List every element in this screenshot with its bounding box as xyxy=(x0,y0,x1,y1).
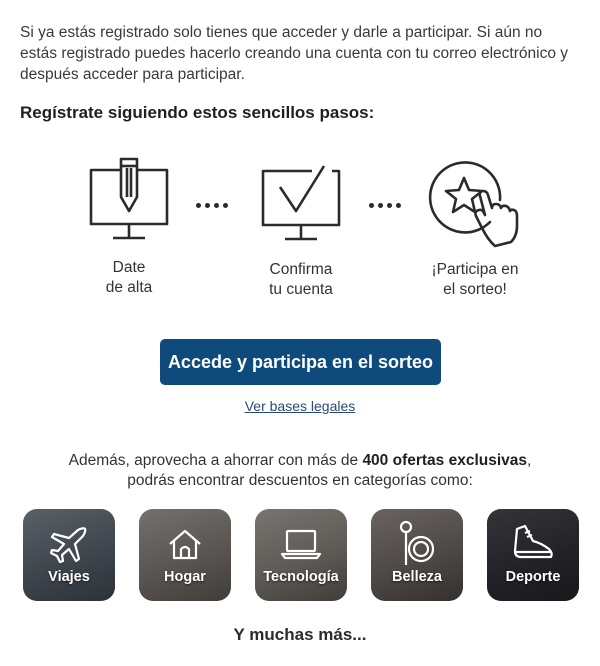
intro-text: Si ya estás registrado solo tienes que acceder y darle a participar. Si aún no estás registrado puedes hacerlo creando una cuenta con tu correo electrónico y después acceder para participar. xyxy=(20,24,569,83)
monitor-check-icon xyxy=(260,163,342,243)
category-home[interactable]: Hogar xyxy=(139,509,231,601)
category-sport[interactable]: Deporte xyxy=(487,509,579,601)
category-technology[interactable]: Tecnología xyxy=(255,509,347,601)
legal-bases-link[interactable]: Ver bases legales xyxy=(244,398,356,414)
step-label-signup: Date de alta xyxy=(105,259,153,296)
steps-title: Regístrate siguiendo estos sencillos pasos: xyxy=(20,103,375,122)
more-text: Y muchas más... xyxy=(233,625,367,644)
category-list xyxy=(23,509,579,601)
mirror-icon xyxy=(397,519,437,567)
monitor-pencil-icon xyxy=(88,155,170,243)
category-beauty[interactable]: Belleza xyxy=(371,509,463,601)
laptop-icon xyxy=(279,527,323,563)
step-connector-dots xyxy=(369,203,401,208)
step-label-confirm: Confirma tu cuenta xyxy=(269,261,333,298)
step-connector-dots xyxy=(196,203,228,208)
sneaker-icon xyxy=(511,523,555,563)
access-participate-button[interactable]: Accede y participa en el sorteo xyxy=(160,339,441,385)
offers-highlight: 400 ofertas exclusivas xyxy=(362,452,528,469)
category-travel[interactable]: Viajes xyxy=(23,509,115,601)
star-tap-icon xyxy=(428,160,524,252)
house-icon xyxy=(167,527,203,563)
airplane-icon xyxy=(48,524,90,566)
step-label-participate: ¡Participa en el sorteo! xyxy=(431,261,519,298)
offers-text: Además, aprovecha a ahorrar con más de 400 ofertas exclusivas, podrás encontrar descuentos en categorías como: xyxy=(68,452,532,489)
